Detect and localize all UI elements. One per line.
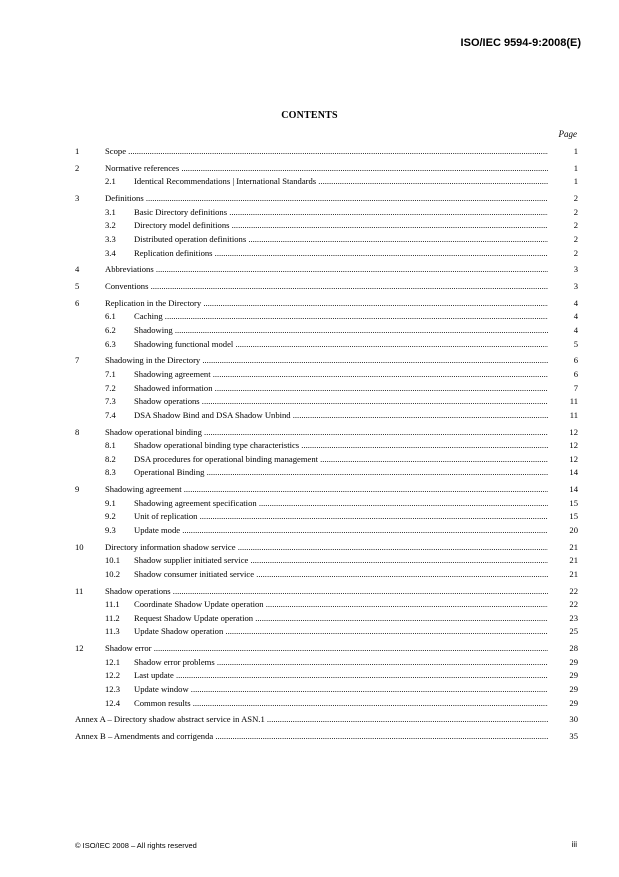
toc-entry-title: Unit of replication ..... (134, 510, 548, 524)
toc-entry-number: 8 (75, 426, 80, 437)
page-column-label: Page (558, 129, 577, 139)
toc-section-entry[interactable] (75, 483, 578, 497)
toc-subsection-entry[interactable] (75, 395, 578, 409)
toc-entry-page: 15 (569, 497, 578, 508)
toc-entry-number: 2.1 (105, 176, 116, 187)
toc-entry-number: 3.1 (105, 206, 116, 217)
toc-entry-number: 12 (75, 643, 84, 654)
toc-entry-page: 3 (573, 264, 578, 275)
toc-entry-number: 11.3 (105, 626, 120, 637)
toc-entry-title: Operational Binding ..... (134, 466, 548, 480)
toc-entry-title: Shadowed information ..... (134, 382, 548, 396)
toc-entry-title: Distributed operation definitions ..... (134, 233, 548, 247)
contents-heading: CONTENTS (281, 110, 338, 121)
toc-entry-title: Shadowing ..... (134, 324, 548, 338)
toc-subsection-entry[interactable] (75, 219, 578, 233)
toc-subsection-entry[interactable] (75, 466, 578, 480)
toc-entry-title: Shadow error ..... (105, 642, 548, 656)
toc-entry-page: 6 (573, 355, 578, 366)
toc-entry-title: Normative references ..... (105, 162, 548, 176)
toc-entry-title: Shadow supplier initiated service ..... (134, 554, 548, 568)
toc-entry-page: 21 (569, 568, 578, 579)
toc-entry-page: 12 (569, 440, 578, 451)
toc-entry-title: Annex B – Amendments and corrigenda ..... (75, 730, 548, 744)
toc-entry-number: 12.1 (105, 656, 121, 667)
toc-entry-title: Scope ..... (105, 145, 548, 159)
toc-entry-page: 1 (573, 162, 578, 173)
toc-entry-page: 29 (569, 670, 578, 681)
toc-entry-page: 30 (569, 714, 578, 725)
toc-entry-page: 3 (573, 281, 578, 292)
toc-subsection-entry[interactable] (75, 206, 578, 220)
toc-entry-title: Basic Directory definitions ..... (134, 206, 548, 220)
toc-subsection-entry[interactable] (75, 524, 578, 538)
toc-section-entry[interactable] (75, 145, 578, 159)
toc-entry-page: 4 (573, 325, 578, 336)
toc-entry-title: Last update ..... (134, 669, 548, 683)
toc-entry-page: 5 (573, 338, 578, 349)
toc-subsection-entry[interactable] (75, 510, 578, 524)
toc-entry-page: 4 (573, 311, 578, 322)
toc-subsection-entry[interactable] (75, 554, 578, 568)
toc-entry-number: 3 (75, 193, 80, 204)
toc-entry-page: 22 (569, 599, 578, 610)
toc-entry-number: 11.1 (105, 599, 120, 610)
toc-entry-title: Shadow operational binding type characteristics ..... (134, 439, 548, 453)
toc-entry-number: 9.3 (105, 524, 116, 535)
toc-section-entry[interactable] (75, 541, 578, 555)
toc-entry-title: Update mode ..... (134, 524, 548, 538)
toc-entry-number: 7.3 (105, 396, 116, 407)
toc-entry-title: Common results ..... (134, 697, 548, 711)
toc-entry-page: 20 (569, 524, 578, 535)
toc-entry-title: Shadow consumer initiated service ..... (134, 568, 548, 582)
toc-entry-page: 11 (569, 396, 578, 407)
table-of-contents (75, 145, 578, 744)
toc-entry-title: Directory information shadow service ..... (105, 541, 548, 555)
toc-entry-title: Conventions ..... (105, 280, 548, 294)
toc-entry-number: 8.2 (105, 453, 116, 464)
page-number: iii (571, 840, 577, 849)
toc-entry-title: Request Shadow Update operation ..... (134, 612, 548, 626)
toc-entry-number: 8.1 (105, 440, 116, 451)
toc-entry-title: Annex A – Directory shadow abstract service in ASN.1 ..... (75, 713, 548, 727)
toc-entry-page: 15 (569, 511, 578, 522)
toc-entry-number: 3.4 (105, 247, 116, 258)
toc-entry-title: Definitions ..... (105, 192, 548, 206)
toc-entry-number: 4 (75, 264, 80, 275)
toc-entry-number: 9.1 (105, 497, 116, 508)
toc-entry-number: 2 (75, 162, 80, 173)
toc-entry-number: 6.1 (105, 311, 116, 322)
toc-subsection-entry[interactable] (75, 175, 578, 189)
toc-entry-page: 29 (569, 656, 578, 667)
toc-entry-number: 11.2 (105, 612, 120, 623)
toc-section-entry[interactable] (75, 585, 578, 599)
toc-subsection-entry[interactable] (75, 683, 578, 697)
toc-subsection-entry[interactable] (75, 324, 578, 338)
toc-entry-page: 14 (569, 484, 578, 495)
toc-entry-title: Shadowing agreement ..... (134, 368, 548, 382)
toc-subsection-entry[interactable] (75, 409, 578, 423)
toc-entry-page: 2 (573, 193, 578, 204)
toc-entry-number: 5 (75, 281, 80, 292)
toc-entry-page: 35 (569, 731, 578, 742)
toc-entry-title: Caching ..... (134, 310, 548, 324)
toc-entry-number: 6.2 (105, 325, 116, 336)
toc-subsection-entry[interactable] (75, 439, 578, 453)
toc-entry-number: 3.2 (105, 220, 116, 231)
toc-entry-page: 4 (573, 297, 578, 308)
toc-subsection-entry[interactable] (75, 568, 578, 582)
toc-entry-number: 1 (75, 146, 80, 156)
toc-entry-number: 9.2 (105, 511, 116, 522)
toc-entry-page: 25 (569, 626, 578, 637)
toc-subsection-entry[interactable] (75, 310, 578, 324)
toc-subsection-entry[interactable] (75, 625, 578, 639)
toc-entry-title: Abbreviations ..... (105, 263, 548, 277)
toc-entry-page: 12 (569, 426, 578, 437)
toc-entry-number: 9 (75, 484, 80, 495)
toc-section-entry[interactable] (75, 642, 578, 656)
toc-entry-title: Replication definitions ..... (134, 247, 548, 261)
toc-annex-entry[interactable] (75, 713, 578, 727)
toc-entry-number: 6.3 (105, 338, 116, 349)
toc-entry-number: 7 (75, 355, 80, 366)
toc-entry-page: 14 (569, 467, 578, 478)
toc-subsection-entry[interactable] (75, 453, 578, 467)
toc-section-entry[interactable] (75, 354, 578, 368)
toc-entry-number: 10 (75, 541, 84, 552)
toc-entry-page: 2 (573, 247, 578, 258)
toc-entry-page: 11 (569, 409, 578, 420)
toc-subsection-entry[interactable] (75, 598, 578, 612)
toc-subsection-entry[interactable] (75, 338, 578, 352)
toc-entry-page: 29 (569, 684, 578, 695)
toc-entry-page: 23 (569, 612, 578, 623)
toc-entry-page: 6 (573, 369, 578, 380)
toc-section-entry[interactable] (75, 192, 578, 206)
toc-entry-number: 8.3 (105, 467, 116, 478)
toc-entry-title: Shadowing functional model ..... (134, 338, 548, 352)
toc-section-entry[interactable] (75, 426, 578, 440)
toc-entry-title: DSA Shadow Bind and DSA Shadow Unbind ..... (134, 409, 548, 423)
toc-entry-title: Shadowing agreement ..... (105, 483, 548, 497)
toc-entry-title: Coordinate Shadow Update operation ..... (134, 598, 548, 612)
toc-entry-number: 7.2 (105, 382, 116, 393)
toc-entry-title: Identical Recommendations | International Standards ..... (134, 175, 548, 189)
copyright-notice: © ISO/IEC 2008 – All rights reserved (75, 841, 197, 850)
toc-entry-title: Shadowing in the Directory ..... (105, 354, 548, 368)
toc-entry-page: 29 (569, 697, 578, 708)
toc-entry-number: 6 (75, 297, 80, 308)
toc-entry-title: Shadow error problems ..... (134, 656, 548, 670)
document-identifier: ISO/IEC 9594-9:2008(E) (460, 37, 581, 49)
toc-entry-number: 12.2 (105, 670, 121, 681)
toc-entry-title: Update window ..... (134, 683, 548, 697)
toc-subsection-entry[interactable] (75, 612, 578, 626)
toc-entry-page: 1 (573, 146, 578, 156)
toc-entry-title: Shadowing agreement specification ..... (134, 497, 548, 511)
toc-entry-number: 12.4 (105, 697, 121, 708)
toc-entry-page: 7 (573, 382, 578, 393)
toc-entry-number: 7.4 (105, 409, 116, 420)
toc-subsection-entry[interactable] (75, 497, 578, 511)
toc-entry-title: Shadow operational binding ..... (105, 426, 548, 440)
toc-subsection-entry[interactable] (75, 368, 578, 382)
toc-entry-title: Replication in the Directory ..... (105, 297, 548, 311)
toc-entry-title: DSA procedures for operational binding management ..... (134, 453, 548, 467)
toc-entry-number: 10.2 (105, 568, 121, 579)
toc-entry-title: Directory model definitions ..... (134, 219, 548, 233)
toc-entry-title: Shadow operations ..... (134, 395, 548, 409)
toc-entry-page: 22 (569, 585, 578, 596)
toc-entry-number: 10.1 (105, 555, 121, 566)
toc-subsection-entry[interactable] (75, 247, 578, 261)
toc-section-entry[interactable] (75, 297, 578, 311)
toc-annex-entry[interactable] (75, 730, 578, 744)
toc-subsection-entry[interactable] (75, 382, 578, 396)
toc-entry-number: 12.3 (105, 684, 121, 695)
toc-subsection-entry[interactable] (75, 697, 578, 711)
toc-entry-page: 12 (569, 453, 578, 464)
toc-entry-number: 11 (75, 585, 84, 596)
toc-subsection-entry[interactable] (75, 656, 578, 670)
toc-entry-title: Shadow operations ..... (105, 585, 548, 599)
toc-subsection-entry[interactable] (75, 669, 578, 683)
toc-entry-number: 3.3 (105, 233, 116, 244)
toc-subsection-entry[interactable] (75, 233, 578, 247)
toc-section-entry[interactable] (75, 280, 578, 294)
toc-section-entry[interactable] (75, 162, 578, 176)
toc-entry-page: 2 (573, 233, 578, 244)
toc-entry-number: 7.1 (105, 369, 116, 380)
toc-entry-page: 21 (569, 541, 578, 552)
toc-entry-page: 2 (573, 206, 578, 217)
toc-entry-title: Update Shadow operation ..... (134, 625, 548, 639)
toc-entry-page: 21 (569, 555, 578, 566)
toc-entry-page: 2 (573, 220, 578, 231)
toc-entry-page: 1 (573, 176, 578, 187)
toc-section-entry[interactable] (75, 263, 578, 277)
toc-entry-page: 28 (569, 643, 578, 654)
